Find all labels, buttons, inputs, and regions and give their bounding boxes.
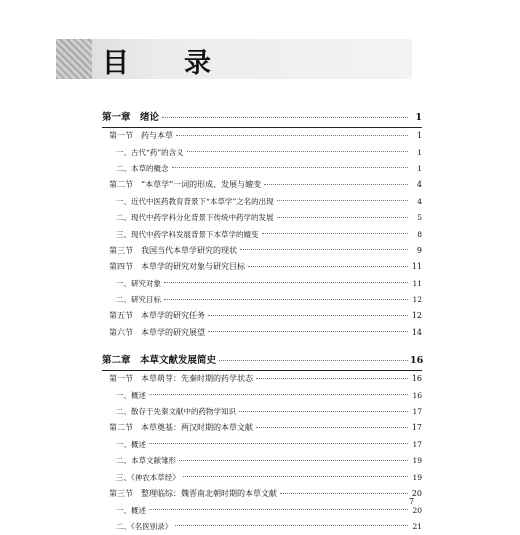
toc-section-entry[interactable] bbox=[102, 420, 422, 436]
entry-title: 第五节 本草学的研究任务 bbox=[109, 311, 205, 321]
entry-title: 一、概述 bbox=[116, 390, 146, 400]
dot-leader bbox=[280, 493, 408, 494]
entry-page-number: 5 bbox=[417, 213, 422, 223]
entry-title: 二、《名医别录》 bbox=[116, 522, 173, 532]
toc-subsection-entry[interactable] bbox=[102, 292, 422, 308]
entry-page-number: 21 bbox=[412, 522, 422, 532]
toc-subsection-entry[interactable] bbox=[102, 226, 422, 242]
toc-section-entry[interactable] bbox=[102, 308, 422, 324]
dot-leader bbox=[277, 217, 409, 218]
entry-page-number: 4 bbox=[417, 197, 422, 206]
entry-title: 第一节 本草萌芽：先秦时期的药学状态 bbox=[109, 374, 253, 384]
toc-subsection-entry[interactable] bbox=[102, 453, 422, 469]
entry-page-number: 4 bbox=[416, 180, 422, 190]
entry-page-number: 1 bbox=[417, 164, 422, 174]
toc-section-entry[interactable] bbox=[102, 259, 422, 275]
toc-section-entry[interactable] bbox=[102, 128, 422, 144]
header-pattern-block bbox=[56, 39, 92, 79]
dot-leader bbox=[164, 299, 408, 300]
dot-leader bbox=[248, 266, 408, 267]
entry-page-number: 11 bbox=[411, 262, 422, 272]
dot-leader bbox=[162, 117, 408, 118]
toc-section bbox=[102, 353, 422, 535]
entry-title: 一、概述 bbox=[116, 440, 146, 450]
dot-leader bbox=[176, 135, 408, 136]
entry-page-number: 17 bbox=[412, 440, 422, 450]
entry-page-number: 17 bbox=[411, 423, 422, 433]
dot-leader bbox=[149, 509, 408, 510]
toc-section-entry[interactable] bbox=[102, 325, 422, 341]
toc-section-entry[interactable] bbox=[102, 243, 422, 259]
entry-title: 第六节 本草学的研究展望 bbox=[109, 327, 205, 337]
dot-leader bbox=[262, 233, 409, 234]
dot-leader bbox=[240, 249, 408, 250]
toc-section bbox=[102, 110, 422, 341]
contents-header bbox=[0, 0, 520, 96]
toc-section-entry[interactable] bbox=[102, 177, 422, 193]
entry-title: 二、本草文献雏形 bbox=[116, 456, 176, 466]
toc-subsection-entry[interactable] bbox=[102, 387, 422, 403]
dot-leader bbox=[183, 476, 408, 477]
dot-leader bbox=[172, 167, 409, 168]
toc-subsection-entry[interactable] bbox=[102, 276, 422, 292]
entry-title: 三、《神农本草经》 bbox=[116, 472, 180, 482]
entry-title: 二、现代中药学科分化背景下传统中药学的发展 bbox=[116, 213, 274, 223]
dot-leader bbox=[187, 151, 408, 152]
toc-subsection-entry[interactable] bbox=[102, 161, 422, 177]
chapter-heading[interactable] bbox=[102, 110, 422, 126]
entry-page-number: 12 bbox=[411, 311, 422, 321]
page-number: 7 bbox=[409, 497, 415, 506]
dot-leader bbox=[239, 411, 408, 412]
entry-title: 第二节 “本草学”一词的形成、发展与嬗变 bbox=[109, 180, 262, 190]
dot-leader bbox=[149, 443, 408, 444]
toc-section-entry[interactable] bbox=[102, 371, 422, 387]
toc-subsection-entry[interactable] bbox=[102, 437, 422, 453]
dot-leader bbox=[149, 394, 408, 395]
entry-title: 一、近代中医药教育背景下“本草学”之名的出现 bbox=[116, 197, 274, 206]
entry-page-number: 16 bbox=[411, 374, 422, 384]
entry-title: 一、概述 bbox=[116, 505, 146, 515]
chapter-page-number: 1 bbox=[415, 112, 422, 124]
dot-leader bbox=[256, 427, 408, 428]
dot-leader bbox=[277, 200, 408, 201]
entry-page-number: 19 bbox=[412, 472, 422, 482]
dot-leader bbox=[164, 282, 408, 283]
dot-leader bbox=[256, 378, 408, 379]
toc-subsection-entry[interactable] bbox=[102, 210, 422, 226]
chapter-title: 第一章 绪论 bbox=[102, 112, 160, 124]
table-of-contents bbox=[102, 110, 422, 535]
toc-subsection-entry[interactable] bbox=[102, 404, 422, 420]
dot-leader bbox=[264, 184, 408, 185]
entry-page-number: 19 bbox=[412, 456, 422, 466]
entry-title: 一、研究对象 bbox=[116, 278, 161, 288]
toc-subsection-entry[interactable] bbox=[102, 519, 422, 535]
dot-leader bbox=[208, 331, 408, 332]
entry-title: 第三节 整理临综：魏晋南北朝时期的本草文献 bbox=[109, 489, 277, 498]
entry-page-number: 17 bbox=[412, 407, 422, 417]
entry-title: 第四节 本草学的研究对象与研究目标 bbox=[109, 262, 245, 272]
entry-title: 二、研究目标 bbox=[116, 295, 161, 305]
entry-title: 第一节 药与本草 bbox=[109, 131, 173, 141]
entry-page-number: 1 bbox=[416, 131, 422, 141]
dot-leader bbox=[219, 360, 408, 361]
toc-subsection-entry[interactable] bbox=[102, 469, 422, 485]
entry-page-number: 9 bbox=[416, 245, 422, 255]
entry-title: 一、古代“药”的含义 bbox=[116, 147, 184, 157]
dot-leader bbox=[208, 315, 408, 316]
toc-subsection-entry[interactable] bbox=[102, 194, 422, 210]
entry-title: 二、本草的概念 bbox=[116, 164, 169, 174]
entry-title: 第二节 本草奠基：两汉时期的本草文献 bbox=[109, 423, 253, 433]
entry-page-number: 20 bbox=[412, 505, 422, 515]
page-title: 目 录 bbox=[102, 48, 225, 79]
toc-subsection-entry[interactable] bbox=[102, 502, 422, 518]
chapter-title: 第二章 本草文献发展简史 bbox=[102, 355, 217, 367]
entry-title: 三、现代中药学科发展背景下本草学的嬗变 bbox=[116, 229, 259, 239]
chapter-page-number: 16 bbox=[410, 355, 424, 367]
chapter-heading[interactable] bbox=[102, 353, 422, 369]
entry-page-number: 20 bbox=[411, 489, 422, 498]
toc-subsection-entry[interactable] bbox=[102, 144, 422, 160]
entry-title: 第三节 我国当代本草学研究的现状 bbox=[109, 245, 237, 255]
entry-title: 二、散存于先秦文献中的药物学知识 bbox=[116, 407, 236, 417]
entry-page-number: 8 bbox=[417, 229, 422, 239]
entry-page-number: 16 bbox=[412, 390, 422, 400]
dot-leader bbox=[175, 525, 408, 526]
toc-section-entry[interactable] bbox=[102, 486, 422, 502]
dot-leader bbox=[179, 460, 408, 461]
entry-page-number: 12 bbox=[412, 295, 422, 305]
entry-page-number: 14 bbox=[411, 327, 422, 337]
entry-page-number: 11 bbox=[412, 278, 422, 288]
entry-page-number: 1 bbox=[417, 147, 422, 157]
